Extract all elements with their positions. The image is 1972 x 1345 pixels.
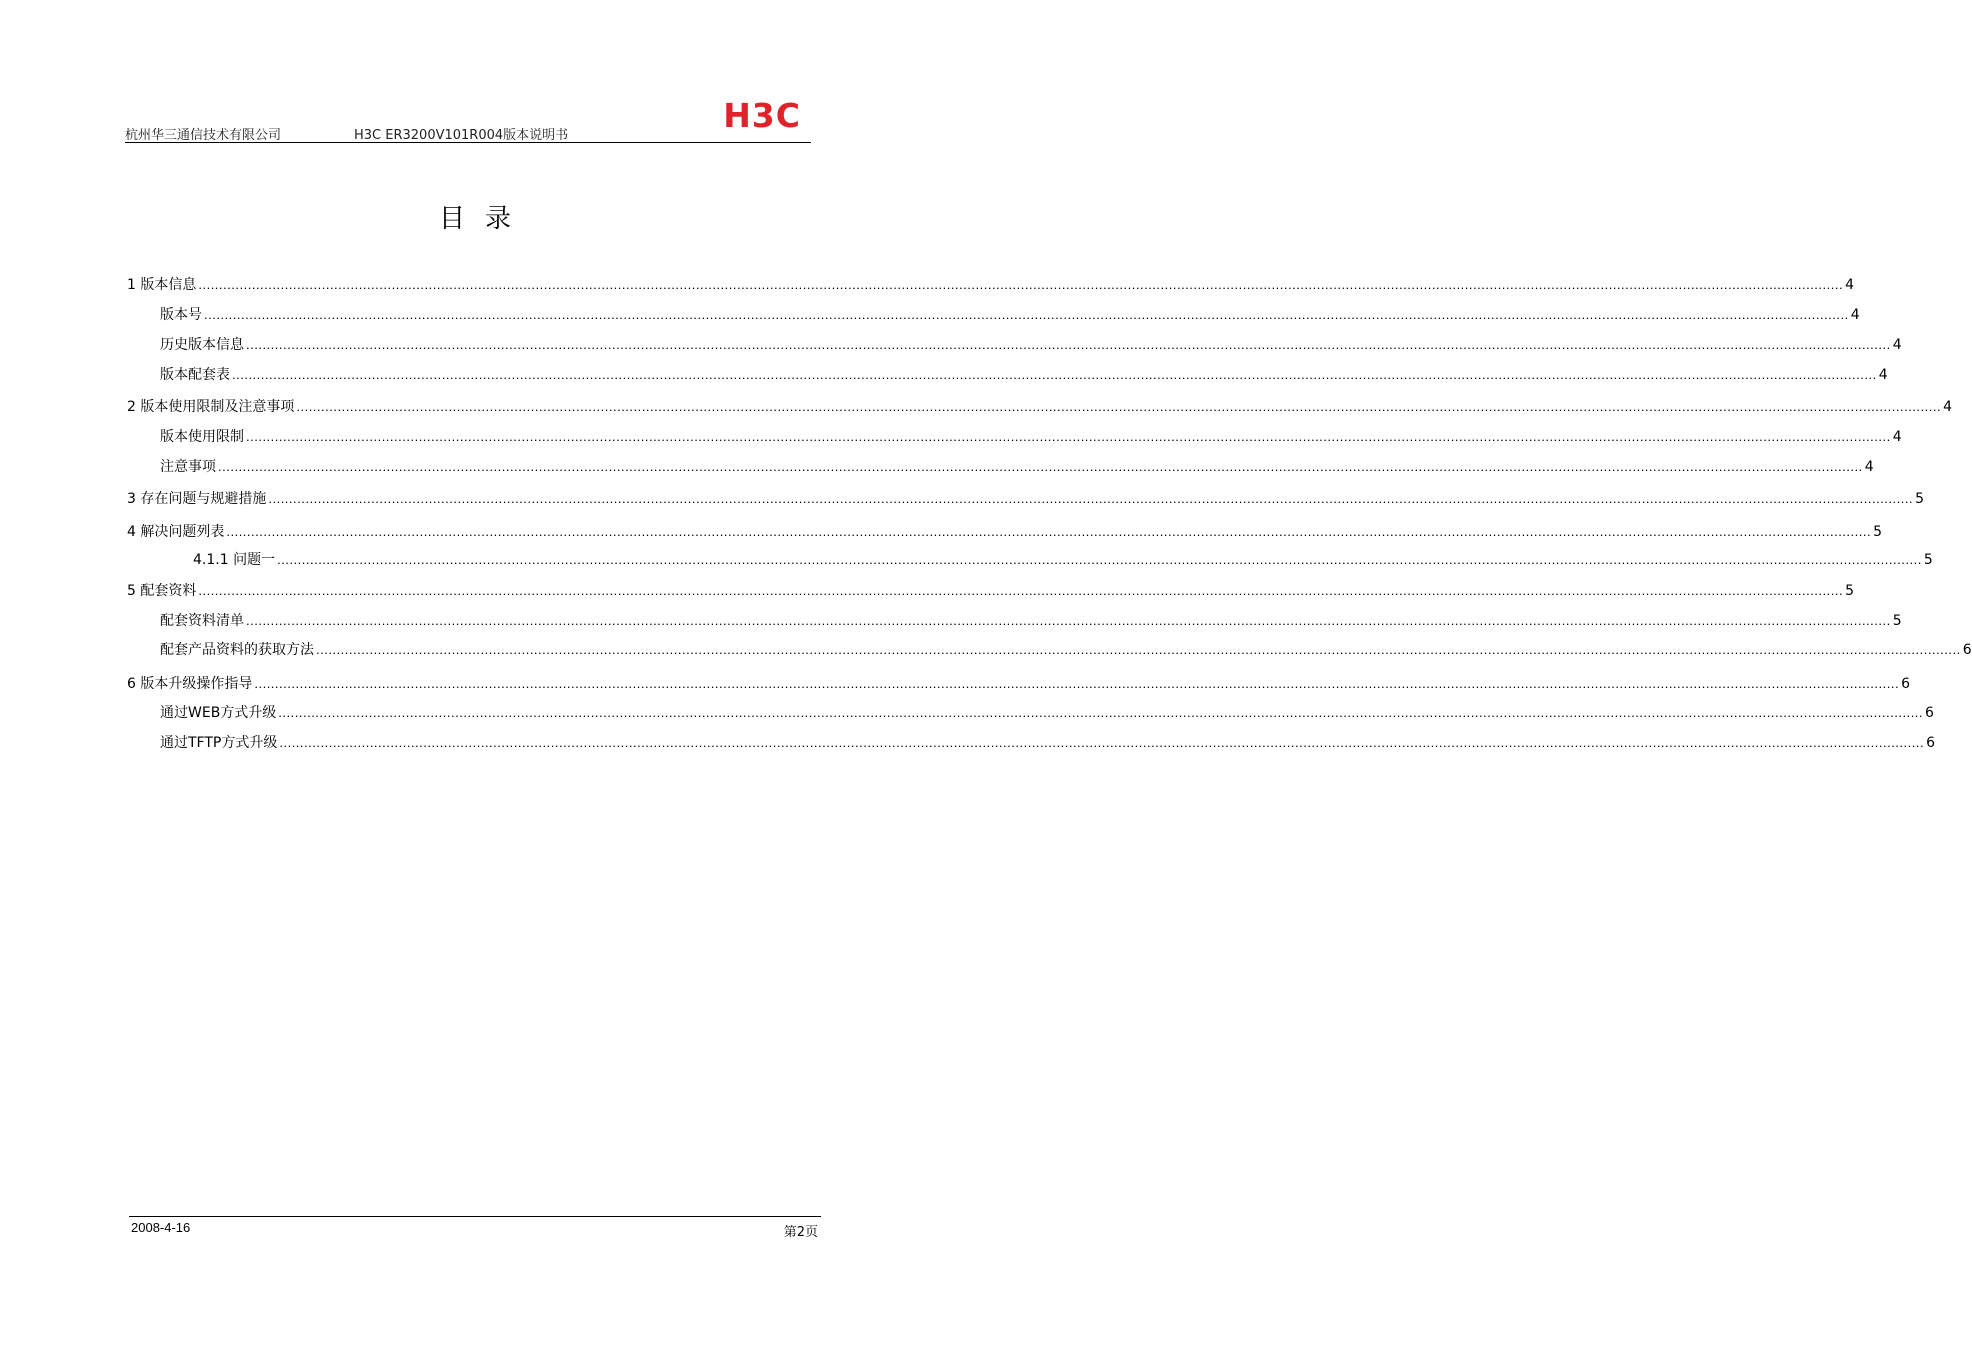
toc-entry[interactable] [127,364,1888,386]
toc-entry-label: 通过WEB方式升级 [160,702,276,722]
toc-entry-page: 4 [1892,337,1902,353]
toc-entry-label: 版本使用限制 [160,426,244,446]
toc-entry-page: 5 [1873,524,1883,540]
toc-dot-leader: ................................................................................................................................................................................................................................................................................................................................................................................................................ [218,459,1863,474]
header-company: 杭州华三通信技术有限公司 [125,128,282,143]
toc-entry-label: 配套产品资料的获取方法 [160,639,314,659]
toc-entry[interactable] [127,549,1933,571]
toc-entry-label: 版本配套表 [160,364,230,384]
toc-entry-page: 6 [1962,642,1972,658]
toc-entry-label: 5 配套资料 [127,580,196,600]
toc-entry-label: 3 存在问题与规避措施 [127,488,266,508]
toc-entry-page: 4 [1845,277,1855,293]
toc-entry-page: 5 [1845,583,1855,599]
h3c-logo: H3C [723,96,801,135]
toc-entry-label: 配套资料清单 [160,610,244,630]
toc-dot-leader: ................................................................................................................................................................................................................................................................................................................................................................................................................ [198,277,1844,292]
toc-dot-leader: ................................................................................................................................................................................................................................................................................................................................................................................................................ [204,307,1849,322]
toc-dot-leader: ................................................................................................................................................................................................................................................................................................................................................................................................................ [246,613,1891,628]
toc-entry[interactable] [127,639,1972,661]
page-footer [129,1216,821,1247]
toc-dot-leader: ................................................................................................................................................................................................................................................................................................................................................................................................................ [246,429,1891,444]
toc-entry-label: 注意事项 [160,456,216,476]
toc-entry-page: 5 [1923,552,1933,568]
toc-entry[interactable] [127,396,1953,418]
toc-entry-page: 4 [1878,367,1888,383]
toc-entry-page: 6 [1901,676,1911,692]
toc-entry-page: 4 [1850,307,1860,323]
toc-entry-page: 5 [1915,491,1925,507]
footer-page-number: 第2页 [783,1225,818,1240]
toc-entry-label: 2 版本使用限制及注意事项 [127,396,294,416]
toc-entry-label: 历史版本信息 [160,334,244,354]
footer-date: 2008-4-16 [131,1220,191,1235]
toc-entry-page: 4 [1864,459,1874,475]
toc-dot-leader: ................................................................................................................................................................................................................................................................................................................................................................................................................ [254,676,1900,691]
page-title: 目录 [438,204,531,234]
toc-entry-page: 4 [1892,429,1902,445]
toc-entry-label: 6 版本升级操作指导 [127,673,252,693]
toc-dot-leader: ................................................................................................................................................................................................................................................................................................................................................................................................................ [296,399,1942,414]
toc-dot-leader: ................................................................................................................................................................................................................................................................................................................................................................................................................ [278,705,1924,720]
toc-entry-page: 6 [1926,735,1936,751]
toc-entry-page: 5 [1892,613,1902,629]
toc-entry-label: 4.1.1 问题一 [193,549,275,569]
toc-entry-page: 6 [1925,705,1934,721]
toc-entry-label: 4 解决问题列表 [127,521,224,541]
toc-dot-leader: ................................................................................................................................................................................................................................................................................................................................................................................................................ [277,552,1922,567]
toc-entry-page: 4 [1943,399,1953,415]
page-header [125,96,811,143]
toc-dot-leader: ................................................................................................................................................................................................................................................................................................................................................................................................................ [268,491,1914,506]
toc-entry[interactable] [127,702,1934,724]
toc-entry[interactable] [127,304,1860,326]
toc-entry-label: 版本号 [160,304,202,324]
toc-entry[interactable] [127,580,1855,602]
toc-entry[interactable] [127,521,1883,543]
toc-entry[interactable] [127,610,1902,632]
toc-entry[interactable] [127,334,1902,356]
toc-entry[interactable] [127,456,1874,478]
toc-entry[interactable] [127,732,1936,754]
toc-dot-leader: ................................................................................................................................................................................................................................................................................................................................................................................................................ [232,367,1877,382]
toc-entry[interactable] [127,426,1902,448]
toc-entry[interactable] [127,274,1855,296]
toc-entry-label: 通过TFTP方式升级 [160,732,277,752]
toc-dot-leader: ................................................................................................................................................................................................................................................................................................................................................................................................................ [226,524,1872,539]
toc-dot-leader: ................................................................................................................................................................................................................................................................................................................................................................................................................ [316,642,1961,657]
toc-dot-leader: ................................................................................................................................................................................................................................................................................................................................................................................................................ [246,337,1891,352]
toc-entry-label: 1 版本信息 [127,274,196,294]
toc-dot-leader: ................................................................................................................................................................................................................................................................................................................................................................................................................ [198,583,1844,598]
header-document-title: H3C ER3200V101R004版本说明书 [354,128,569,143]
toc-dot-leader: ................................................................................................................................................................................................................................................................................................................................................................................................................ [279,735,1925,750]
toc-entry[interactable] [127,488,1925,510]
toc-entry[interactable] [127,673,1911,695]
